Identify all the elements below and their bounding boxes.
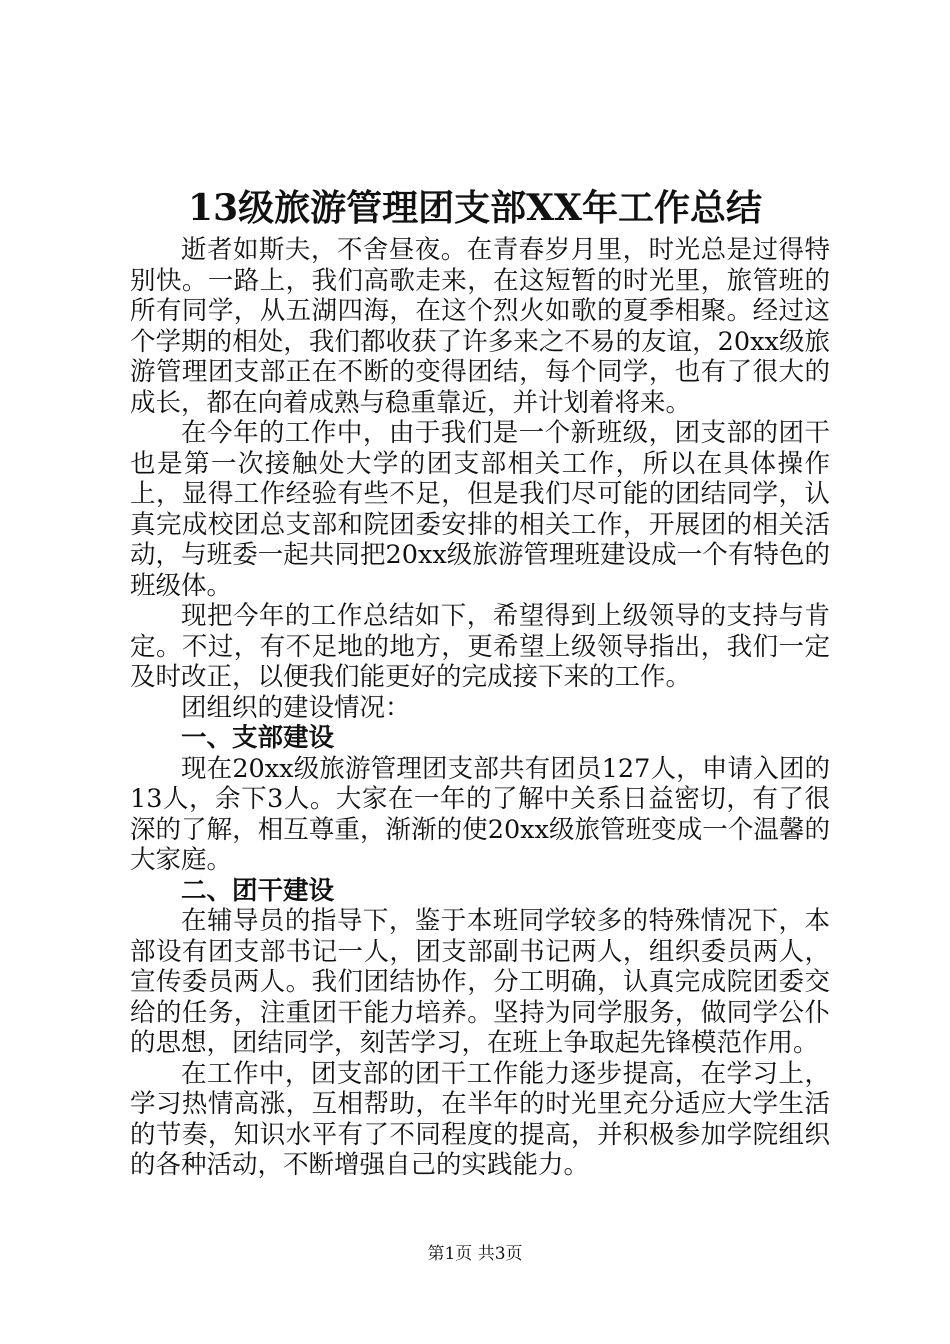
paragraph-cadre: 在辅导员的指导下，鉴于本班同学较多的特殊情况下，本部设有团支部书记一人，团支部副书记两人，组织委员两人，宣传委员两人。我们团结协作，分工明确，认真完成院团委交给的任务，注重团干能力培养。坚持为同学服务，做同学公仆的思想，团结同学，刻苦学习，在班上争取起先锋模范作用。	[130, 906, 830, 1058]
paragraph-summary-intro: 现把今年的工作总结如下，希望得到上级领导的支持与肯定。不过，有不足地的地方，更希望上级领导指出，我们一定及时改正，以便我们能更好的完成接下来的工作。	[130, 601, 830, 692]
document-title: 13级旅游管理团支部XX年工作总结	[188, 187, 762, 229]
section-heading-branch: 一、支部建设	[181, 723, 335, 753]
section-heading-cadre: 二、团干建设	[181, 875, 335, 906]
paragraph-intro: 逝者如斯夫，不舍昼夜。在青春岁月里，时光总是过得特别快。一路上，我们高歌走来，在这短暂的时光里，旅管班的所有同学，从五湖四海，在这个烈火如歌的夏季相聚。经过这个学期的相处，我们都收获了许多来之不易的友谊，20xx级旅游管理团支部正在不断的变得团结，每个同学，也有了很大的成长，都在向着成熟与稳重靠近，并计划着将来。	[130, 235, 830, 418]
document-body	[130, 235, 830, 1181]
paragraph-cadre-progress: 在工作中，团支部的团干工作能力逐步提高，在学习上，学习热情高涨，互相帮助，在半年的时光里充分适应大学生活的节奏，知识水平有了不同程度的提高，并积极参加学院组织的各种活动，不断增强自己的实践能力。	[130, 1058, 830, 1180]
paragraph-work-overview: 在今年的工作中，由于我们是一个新班级，团支部的团干也是第一次接触处大学的团支部相关工作，所以在具体操作上，显得工作经验有些不足，但是我们尽可能的团结同学，认真完成校团总支部和院团委安排的相关工作，开展团的相关活动，与班委一起共同把20xx级旅游管理班建设成一个有特色的班级体。	[130, 418, 830, 601]
paragraph-branch: 现在20xx级旅游管理团支部共有团员127人，申请入团的13人，余下3人。大家在一年的了解中关系日益密切，有了很深的了解，相互尊重，渐渐的使20xx级旅管班变成一个温馨的大家庭。	[130, 753, 830, 875]
paragraph-org-status: 团组织的建设情况：	[181, 692, 411, 723]
page-footer: 第1页 共3页	[427, 1244, 523, 1264]
